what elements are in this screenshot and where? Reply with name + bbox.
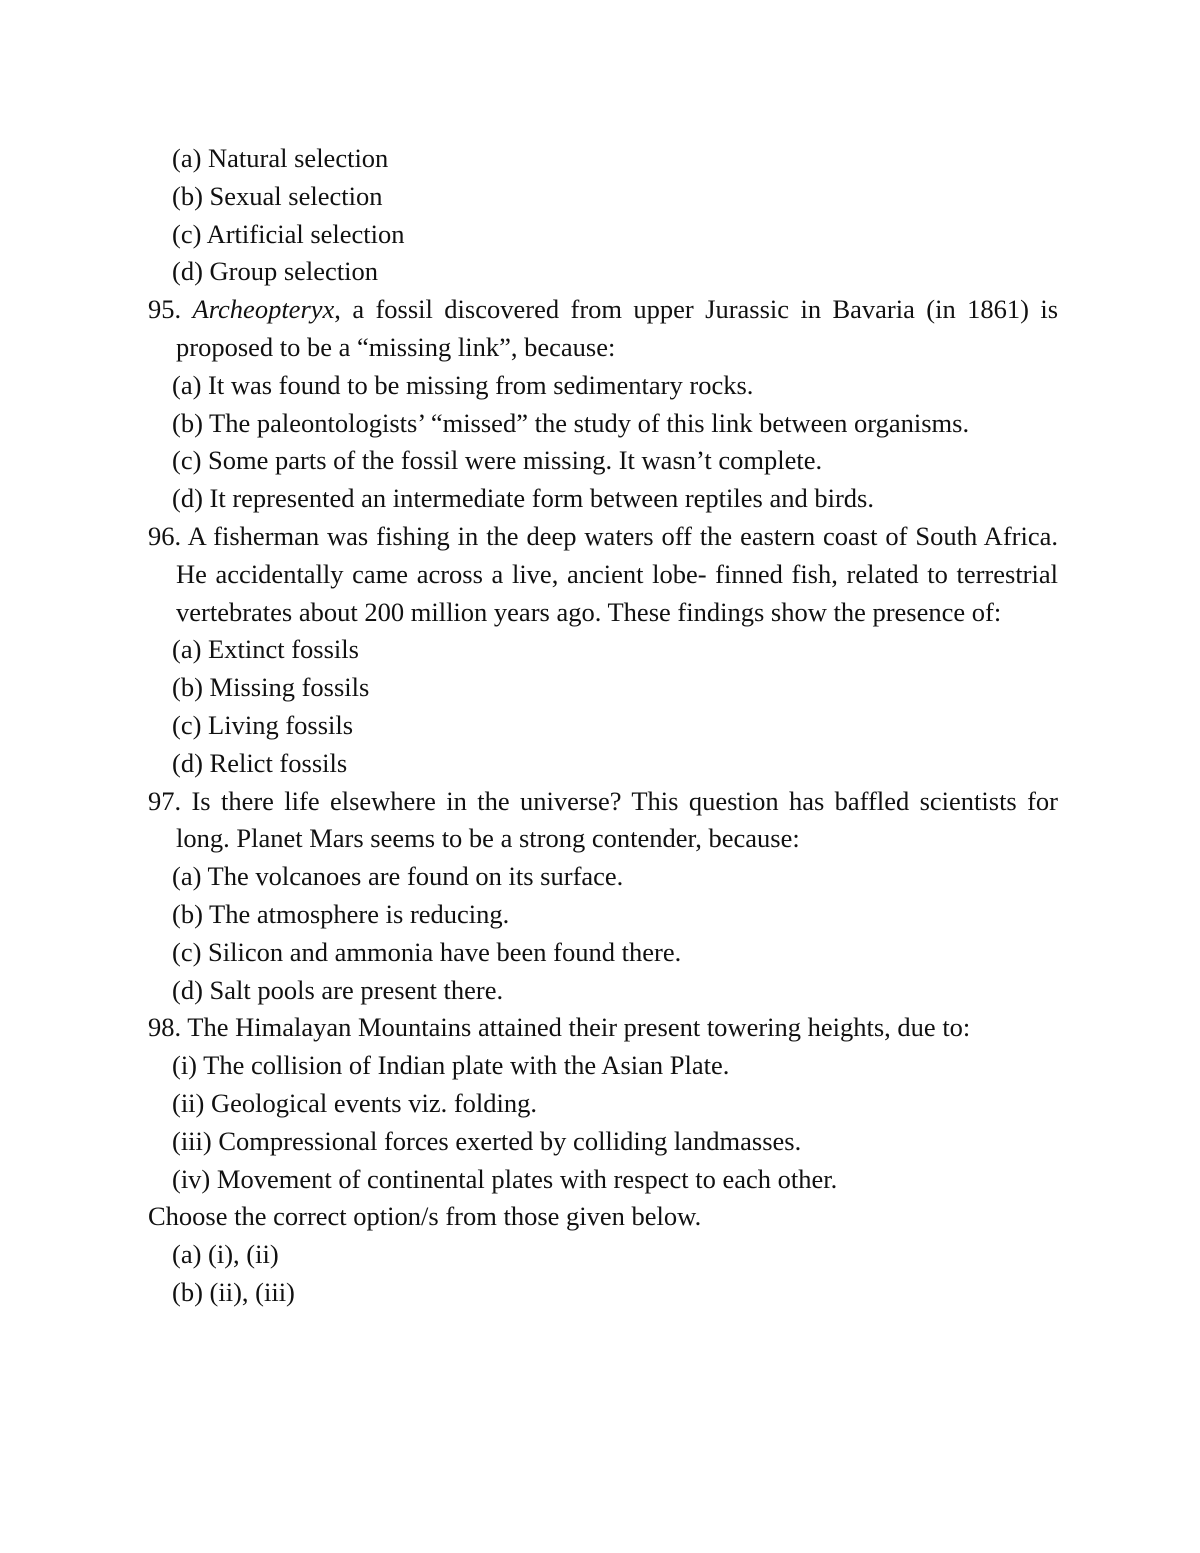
q98-statement-iii: (iii) Compressional forces exerted by colliding landmasses. [172,1125,802,1156]
q98-statement-ii: (ii) Geological events viz. folding. [172,1087,538,1118]
q97-number: 97. [148,785,182,816]
q95-option-c: (c) Some parts of the fossil were missing. It wasn’t complete. [172,445,823,476]
q95-option-a: (a) It was found to be missing from sedimentary rocks. [172,369,754,400]
q97-stem [148,783,1058,859]
q98-text: The Himalayan Mountains attained their present towering heights, due to: [187,1012,971,1043]
q97-option-c: (c) Silicon and ammonia have been found there. [172,936,682,967]
q98-number: 98. [148,1012,182,1043]
q95-option-d: (d) It represented an intermediate form between reptiles and birds. [172,483,874,514]
q98-option-a: (a) (i), (ii) [172,1239,279,1270]
q96-number: 96. [148,520,182,551]
q96-option-a: (a) Extinct fossils [172,634,359,665]
q97-option-d: (d) Salt pools are present there. [172,974,504,1005]
q95-italic-term: Archeopteryx [192,294,335,325]
q95-text: , a fossil discovered from upper Jurassic in Bavaria (in 1861) is proposed to be a “missing link”, because: [176,294,1059,362]
q98-statement-iv: (iv) Movement of continental plates with respect to each other. [172,1163,838,1194]
q97-option-b: (b) The atmosphere is reducing. [172,898,510,929]
q97-text: Is there life elsewhere in the universe? This question has baffled scientists for long. Planet Mars seems to be a strong contender, because: [176,785,1058,854]
q94-option-c: (c) Artificial selection [172,218,405,249]
q94-option-d: (d) Group selection [172,256,379,287]
q94-option-b: (b) Sexual selection [172,180,383,211]
q95-option-b: (b) The paleontologists’ “missed” the study of this link between organisms. [172,407,970,438]
q94-option-a: (a) Natural selection [172,143,389,173]
q97-option-a: (a) The volcanoes are found on its surface. [172,861,624,892]
q98-statement-i: (i) The collision of Indian plate with the Asian Plate. [172,1050,730,1081]
q98-stem [148,1009,1058,1047]
q98-option-b: (b) (ii), (iii) [172,1276,295,1307]
q96-option-b: (b) Missing fossils [172,672,370,703]
q95-number: 95. [148,294,182,325]
q96-text: A fisherman was fishing in the deep waters off the eastern coast of South Africa. He accidentally came across a live, ancient lobe- finned fish, related to terrestrial vertebrates about 200 million years ago. These findings show the presence of: [176,520,1058,627]
q96-option-d: (d) Relict fossils [172,747,348,778]
q96-option-c: (c) Living fossils [172,709,354,740]
q96-stem [148,518,1058,631]
q95-stem [148,291,1058,367]
q98-instruction: Choose the correct option/s from those given below. [148,1201,702,1232]
question-content [148,140,1058,1312]
